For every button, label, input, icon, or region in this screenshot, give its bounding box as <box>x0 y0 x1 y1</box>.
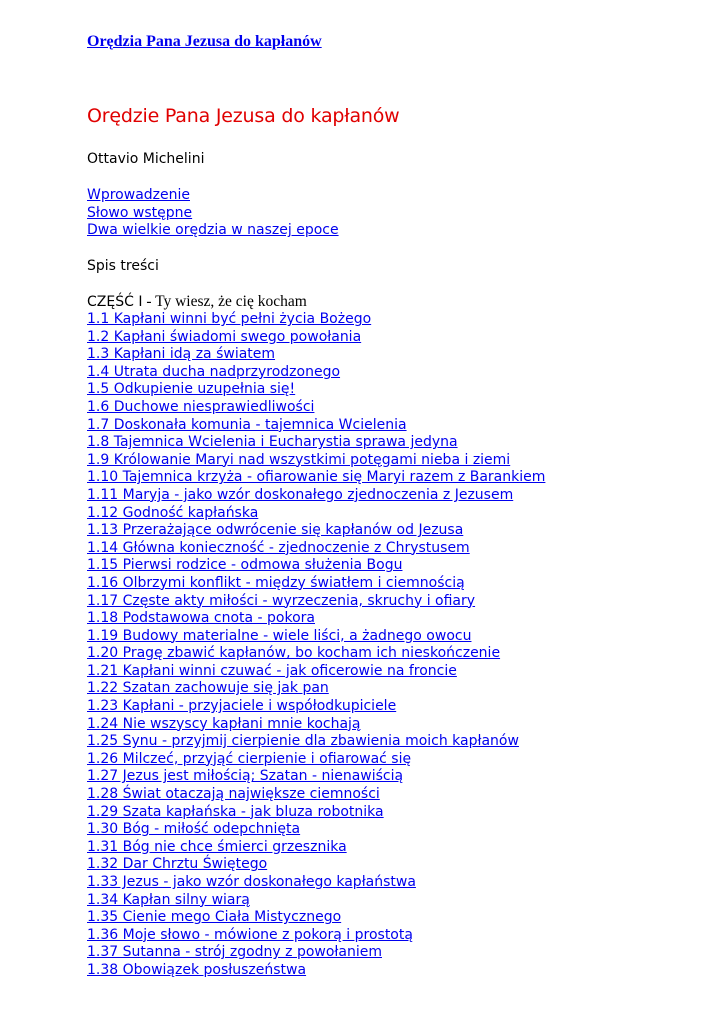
toc-item <box>87 751 545 769</box>
toc-link[interactable]: 1.34 Kapłan silny wiarą <box>87 891 250 908</box>
toc-link[interactable]: 1.17 Częste akty miłości - wyrzeczenia, skruchy i ofiary <box>87 592 476 609</box>
page-title: Orędzie Pana Jezusa do kapłanów <box>87 105 400 127</box>
toc-link[interactable]: 1.7 Doskonała komunia - tajemnica Wcielenia <box>87 416 407 433</box>
toc-item <box>87 733 545 751</box>
toc-link[interactable]: 1.6 Duchowe niesprawiedliwości <box>87 398 315 415</box>
toc-item <box>87 311 545 329</box>
toc-link[interactable]: 1.28 Świat otaczają największe ciemności <box>87 786 380 803</box>
toc-item <box>87 804 545 822</box>
toc-link[interactable]: 1.16 Olbrzymi konflikt - między światłem i ciemnością <box>87 574 465 591</box>
toc-link[interactable]: 1.5 Odkupienie uzupełnia się! <box>87 381 296 398</box>
toc-link[interactable]: 1.35 Cienie mego Ciała Mistycznego <box>87 909 342 926</box>
toc-item <box>87 892 545 910</box>
toc-link[interactable]: 1.32 Dar Chrztu Świętego <box>87 856 268 873</box>
intro-link[interactable]: Wprowadzenie <box>87 187 190 203</box>
toc-link[interactable]: 1.38 Obowiązek posłuszeństwa <box>87 961 307 978</box>
toc-link[interactable]: 1.21 Kapłani winni czuwać - jak oficerowie na froncie <box>87 662 457 679</box>
toc-link[interactable]: 1.19 Budowy materialne - wiele liści, a żadnego owocu <box>87 627 472 644</box>
toc-link[interactable]: 1.15 Pierwsi rodzice - odmowa służenia Bogu <box>87 557 403 574</box>
toc-item <box>87 909 545 927</box>
toc-link[interactable]: 1.12 Godność kapłańska <box>87 504 259 521</box>
intro-links-list <box>87 187 339 240</box>
toc-link[interactable]: 1.31 Bóg nie chce śmierci grzesznika <box>87 838 347 855</box>
toc-item <box>87 821 545 839</box>
toc-item <box>87 452 545 470</box>
toc-item <box>87 522 545 540</box>
toc-list <box>87 311 545 980</box>
toc-item <box>87 346 545 364</box>
toc-link[interactable]: 1.9 Królowanie Maryi nad wszystkimi potęgami nieba i ziemi <box>87 451 511 468</box>
toc-link[interactable]: 1.8 Tajemnica Wcielenia i Eucharystia sprawa jedyna <box>87 434 458 451</box>
toc-link[interactable]: 1.22 Szatan zachowuje się jak pan <box>87 680 329 697</box>
toc-link[interactable]: 1.33 Jezus - jako wzór doskonałego kapłaństwa <box>87 874 416 890</box>
toc-item <box>87 856 545 874</box>
toc-link[interactable]: 1.25 Synu - przyjmij cierpienie dla zbawienia moich kapłanów <box>87 733 519 750</box>
toc-item <box>87 434 545 452</box>
toc-item <box>87 381 545 399</box>
part-subtitle: - Ty wiesz, że cię kocham <box>142 293 307 310</box>
toc-link[interactable]: 1.30 Bóg - miłość odepchnięta <box>87 821 301 838</box>
toc-item <box>87 680 545 698</box>
toc-item <box>87 364 545 382</box>
part-heading <box>87 293 307 311</box>
toc-item <box>87 874 545 892</box>
toc-item <box>87 768 545 786</box>
toc-item <box>87 505 545 523</box>
toc-link[interactable]: 1.36 Moje słowo - mówione z pokorą i prostotą <box>87 926 413 943</box>
toc-item <box>87 839 545 857</box>
toc-link[interactable]: 1.29 Szata kapłańska - jak bluza robotnika <box>87 803 384 820</box>
toc-item <box>87 716 545 734</box>
toc-link[interactable]: 1.23 Kapłani - przyjaciele i współodkupiciele <box>87 698 397 715</box>
toc-item <box>87 557 545 575</box>
toc-link[interactable]: 1.4 Utrata ducha nadprzyrodzonego <box>87 363 341 380</box>
intro-link[interactable]: Słowo wstępne <box>87 204 193 221</box>
toc-item <box>87 786 545 804</box>
header-link[interactable]: Orędzia Pana Jezusa do kapłanów <box>87 33 322 50</box>
toc-link[interactable]: 1.24 Nie wszyscy kapłani mnie kochają <box>87 715 361 732</box>
toc-item <box>87 575 545 593</box>
toc-item <box>87 628 545 646</box>
intro-item <box>87 205 339 223</box>
toc-item <box>87 399 545 417</box>
toc-item <box>87 487 545 505</box>
toc-item <box>87 927 545 945</box>
toc-link[interactable]: 1.13 Przerażające odwrócenie się kapłanów od Jezusa <box>87 522 464 539</box>
author-name: Ottavio Michelini <box>87 151 205 167</box>
toc-link[interactable]: 1.2 Kapłani świadomi swego powołania <box>87 328 362 345</box>
toc-item <box>87 469 545 487</box>
toc-link[interactable]: 1.14 Główna konieczność - zjednoczenie z Chrystusem <box>87 539 470 556</box>
toc-item <box>87 417 545 435</box>
toc-item <box>87 645 545 663</box>
toc-link[interactable]: 1.18 Podstawowa cnota - pokora <box>87 610 315 627</box>
toc-link[interactable]: 1.37 Sutanna - strój zgodny z powołaniem <box>87 944 382 961</box>
toc-item <box>87 962 545 980</box>
toc-link[interactable]: 1.20 Pragę zbawić kapłanów, bo kocham ich nieskończenie <box>87 645 501 662</box>
toc-link[interactable]: 1.11 Maryja - jako wzór doskonałego zjednoczenia z Jezusem <box>87 486 514 503</box>
intro-item <box>87 187 339 205</box>
toc-item <box>87 329 545 347</box>
toc-heading: Spis treści <box>87 258 159 274</box>
part-label: CZĘŚĆ I <box>87 294 143 310</box>
toc-item <box>87 944 545 962</box>
intro-link[interactable]: Dwa wielkie orędzia w naszej epoce <box>87 222 339 239</box>
toc-item <box>87 663 545 681</box>
toc-link[interactable]: 1.3 Kapłani idą za światem <box>87 346 276 363</box>
intro-item <box>87 222 339 240</box>
toc-link[interactable]: 1.27 Jezus jest miłością; Szatan - nienawiścią <box>87 768 404 785</box>
toc-link[interactable]: 1.10 Tajemnica krzyża - ofiarowanie się Maryi razem z Barankiem <box>87 469 546 486</box>
toc-item <box>87 698 545 716</box>
toc-item <box>87 540 545 558</box>
toc-item <box>87 593 545 611</box>
toc-link[interactable]: 1.1 Kapłani winni być pełni życia Bożego <box>87 311 372 327</box>
toc-item <box>87 610 545 628</box>
toc-link[interactable]: 1.26 Milczeć, przyjąć cierpienie i ofiarować się <box>87 750 412 767</box>
